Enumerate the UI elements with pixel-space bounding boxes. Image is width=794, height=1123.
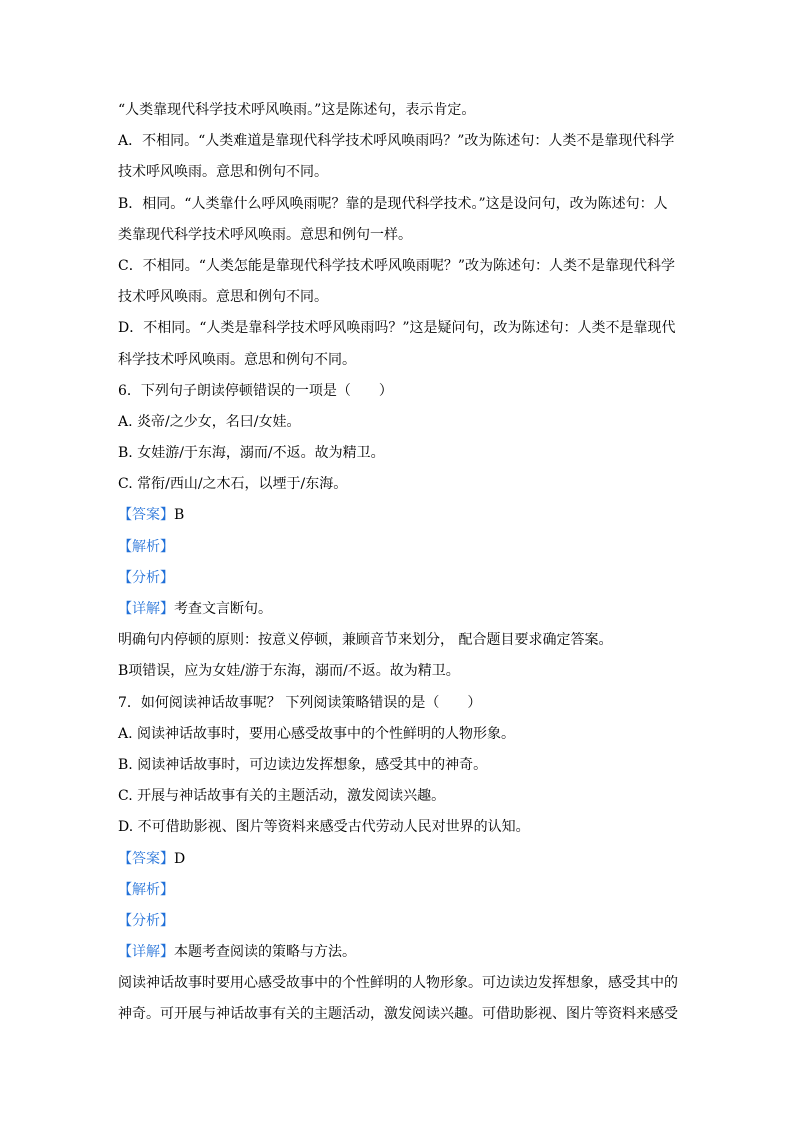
text-line [118, 693, 680, 724]
text-line [118, 162, 680, 193]
section-marker-line [118, 568, 680, 599]
line-text: C. 开展与神话故事有关的主题活动，激发阅读兴趣。 [118, 788, 446, 805]
text-line [118, 786, 680, 817]
section-marker-line [118, 911, 680, 942]
text-line [118, 318, 680, 349]
line-text: A. 炎帝/之少女，名曰/女娃。 [118, 413, 301, 430]
text-line [118, 630, 680, 661]
section-marker-line [118, 537, 680, 568]
section-marker-line [118, 942, 680, 973]
text-line [118, 412, 680, 443]
text-line [118, 755, 680, 786]
section-tag: 【分析】 [118, 569, 174, 586]
line-text: 明确句内停顿的原则：按意义停顿，兼顾音节来划分， 配合题目要求确定答案。 [118, 632, 613, 649]
section-tag: 【分析】 [118, 912, 174, 929]
line-text: 阅读神话故事时要用心感受故事中的个性鲜明的人物形象。可边读边发挥想象，感受其中的 [118, 975, 678, 992]
line-text: 类靠现代科学技术呼风唤雨。意思和例句一样。 [118, 226, 412, 243]
text-line [118, 817, 680, 848]
line-text: 科学技术呼风唤雨。意思和例句不同。 [118, 351, 356, 368]
line-text: 神奇。可开展与神话故事有关的主题活动，激发阅读兴趣。可借助影视、图片等资料来感受 [118, 1006, 678, 1023]
line-text: 技术呼风唤雨。意思和例句不同。 [118, 289, 328, 306]
section-marker-line [118, 505, 680, 536]
line-text: D. 不可借助影视、图片等资料来感受古代劳动人民对世界的认知。 [118, 819, 530, 836]
section-tag: 【解析】 [118, 538, 174, 555]
line-text: 技术呼风唤雨。意思和例句不同。 [118, 164, 328, 181]
line-text: 6．下列句子朗读停顿错误的一项是（ ） [118, 382, 393, 399]
text-line [118, 1004, 680, 1035]
line-text: 7．如何阅读神话故事呢？ 下列阅读策略错误的是（ ） [118, 694, 482, 711]
section-tag: 【答案】 [118, 850, 174, 867]
line-text: B [174, 507, 185, 524]
text-line [118, 724, 680, 755]
line-text: B. 阅读神话故事时，可边读边发挥想象，感受其中的神奇。 [118, 756, 488, 773]
section-marker-line [118, 849, 680, 880]
text-line [118, 661, 680, 692]
line-text: A．不相同。“人类难道是靠现代科学技术呼风唤雨吗？”改为陈述句：人类不是靠现代科学 [118, 133, 675, 150]
text-line [118, 381, 680, 412]
text-line [118, 194, 680, 225]
line-text: “人类靠现代科学技术呼风唤雨。”这是陈述句，表示肯定。 [118, 102, 476, 118]
text-line [118, 131, 680, 162]
line-text: B. 女娃游/于东海，溺而/不返。故为精卫。 [118, 445, 385, 462]
line-text: C. 常衔/西山/之木石，以堙于/东海。 [118, 476, 348, 493]
text-line [118, 350, 680, 381]
line-text: 考查文言断句。 [174, 601, 272, 617]
section-tag: 【详解】 [118, 601, 174, 617]
line-text: B．相同。“人类靠什么呼风唤雨呢？靠的是现代科学技术。”这是设问句，改为陈述句：人 [118, 195, 668, 212]
section-tag: 【解析】 [118, 881, 174, 898]
line-text: 本题考查阅读的策略与方法。 [174, 944, 356, 961]
section-marker-line [118, 599, 680, 630]
text-line [118, 100, 680, 131]
text-line [118, 443, 680, 474]
text-line [118, 287, 680, 318]
section-tag: 【详解】 [118, 944, 174, 961]
text-line [118, 474, 680, 505]
section-tag: 【答案】 [118, 507, 174, 524]
line-text: B项错误，应为女娃/游于东海，溺而/不返。故为精卫。 [118, 663, 460, 680]
line-text: A. 阅读神话故事时，要用心感受故事中的个性鲜明的人物形象。 [118, 725, 516, 742]
line-text: C．不相同。“人类怎能是靠现代科学技术呼风唤雨呢？”改为陈述句：人类不是靠现代科学 [118, 257, 676, 274]
text-line [118, 256, 680, 287]
text-line [118, 973, 680, 1004]
text-line [118, 225, 680, 256]
document-page [118, 100, 680, 1036]
line-text: D [174, 850, 186, 867]
line-text: D．不相同。“人类是靠科学技术呼风唤雨吗？”这是疑问句，改为陈述句：人类不是靠现代 [118, 320, 676, 337]
section-marker-line [118, 880, 680, 911]
